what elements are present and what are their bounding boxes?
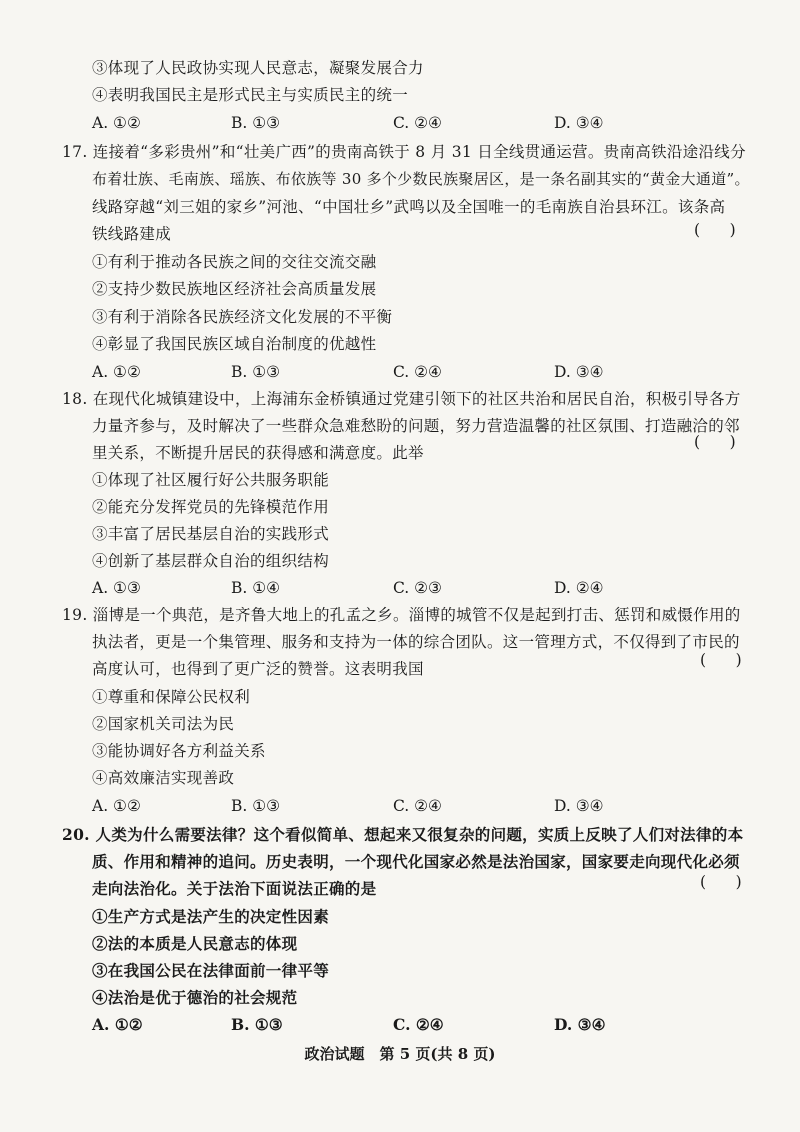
- q20-option-a[interactable]: A. ①②: [92, 1015, 143, 1034]
- q17-option-b[interactable]: B. ①③: [231, 363, 281, 381]
- prev-item-4: ④表明我国民主是形式民主与实质民主的统一: [92, 86, 409, 104]
- q19-item-4: ④高效廉洁实现善政: [92, 769, 235, 787]
- q19-answer-paren[interactable]: ( ): [700, 651, 742, 669]
- q20-answer-paren[interactable]: ( ): [700, 873, 742, 891]
- q18-answer-paren[interactable]: ( ): [694, 433, 736, 451]
- q20-stem-line-1: 20. 人类为什么需要法律？这个看似简单、想起来又很复杂的问题，实质上反映了人们对法律的本: [62, 825, 744, 844]
- prev-option-a[interactable]: A. ①②: [92, 114, 141, 132]
- q19-option-b[interactable]: B. ①③: [231, 797, 281, 815]
- q18-option-d[interactable]: D. ②④: [554, 579, 604, 597]
- page-footer: 政治试题 第 5 页(共 8 页): [304, 1045, 496, 1063]
- q17-item-2: ②支持少数民族地区经济社会高质量发展: [92, 280, 377, 298]
- q19-option-c[interactable]: C. ②④: [393, 797, 442, 815]
- q20-option-c[interactable]: C. ②④: [393, 1015, 444, 1034]
- q17-stem-line-3: 线路穿越“刘三姐的家乡”河池、“中国壮乡”武鸣以及全国唯一的毛南族自治县环江。该条高: [92, 198, 726, 216]
- q18-item-4: ④创新了基层群众自治的组织结构: [92, 552, 330, 570]
- prev-option-b[interactable]: B. ①③: [231, 114, 281, 132]
- q18-stem-line-1: 18. 在现代化城镇建设中，上海浦东金桥镇通过党建引领下的社区共治和居民自治，积极引导各方: [62, 390, 741, 408]
- q19-stem-line-1: 19. 淄博是一个典范，是齐鲁大地上的孔孟之乡。淄博的城管不仅是起到打击、惩罚和威慑作用的: [62, 606, 741, 624]
- q20-item-1: ①生产方式是法产生的决定性因素: [92, 907, 330, 926]
- q20-item-2: ②法的本质是人民意志的体现: [92, 934, 298, 953]
- q20-stem-line-2: 质、作用和精神的追问。历史表明，一个现代化国家必然是法治国家，国家要走向现代化必须: [92, 852, 740, 871]
- q18-option-a[interactable]: A. ①③: [92, 579, 141, 597]
- q17-stem-line-4: 铁线路建成: [92, 225, 172, 243]
- q18-item-1: ①体现了社区履行好公共服务职能: [92, 471, 330, 489]
- q18-item-2: ②能充分发挥党员的先锋模范作用: [92, 498, 330, 516]
- q19-item-2: ②国家机关司法为民: [92, 715, 235, 733]
- q17-item-4: ④彰显了我国民族区域自治制度的优越性: [92, 335, 377, 353]
- prev-item-3: ③体现了人民政协实现人民意志，凝聚发展合力: [92, 59, 424, 77]
- q17-option-c[interactable]: C. ②④: [393, 363, 442, 381]
- prev-option-c[interactable]: C. ②④: [393, 114, 442, 132]
- q17-option-d[interactable]: D. ③④: [554, 363, 604, 381]
- q20-stem-line-3: 走向法治化。关于法治下面说法正确的是: [92, 879, 377, 898]
- q19-option-d[interactable]: D. ③④: [554, 797, 604, 815]
- q19-item-3: ③能协调好各方利益关系: [92, 742, 266, 760]
- q17-item-1: ①有利于推动各民族之间的交往交流交融: [92, 253, 377, 271]
- q17-option-a[interactable]: A. ①②: [92, 363, 141, 381]
- q20-option-b[interactable]: B. ①③: [231, 1015, 283, 1034]
- prev-option-d[interactable]: D. ③④: [554, 114, 604, 132]
- q18-stem-line-2: 力量齐参与，及时解决了一些群众急难愁盼的问题，努力营造温馨的社区氛围、打造融洽的邻: [92, 417, 740, 435]
- q19-option-a[interactable]: A. ①②: [92, 797, 141, 815]
- q18-item-3: ③丰富了居民基层自治的实践形式: [92, 525, 330, 543]
- q20-item-3: ③在我国公民在法律面前一律平等: [92, 961, 330, 980]
- q20-item-4: ④法治是优于德治的社会规范: [92, 988, 298, 1007]
- q17-item-3: ③有利于消除各民族经济文化发展的不平衡: [92, 308, 393, 326]
- q19-stem-line-2: 执法者，更是一个集管理、服务和支持为一体的综合团队。这一管理方式，不仅得到了市民的: [92, 633, 740, 651]
- q18-option-c[interactable]: C. ②③: [393, 579, 442, 597]
- q17-stem-line-1: 17. 连接着“多彩贵州”和“壮美广西”的贵南高铁于 8 月 31 日全线贯通运营。贵南高铁沿途沿线分: [62, 143, 746, 161]
- q18-option-b[interactable]: B. ①④: [231, 579, 281, 597]
- q19-item-1: ①尊重和保障公民权利: [92, 688, 251, 706]
- q17-answer-paren[interactable]: ( ): [694, 221, 736, 239]
- q17-stem-line-2: 布着壮族、毛南族、瑶族、布依族等 30 多个少数民族聚居区，是一条名副其实的“黄金大通道”。: [92, 170, 750, 188]
- q20-option-d[interactable]: D. ③④: [554, 1015, 606, 1034]
- q18-stem-line-3: 里关系，不断提升居民的获得感和满意度。此举: [92, 444, 424, 462]
- q19-stem-line-3: 高度认可，也得到了更广泛的赞誉。这表明我国: [92, 660, 424, 678]
